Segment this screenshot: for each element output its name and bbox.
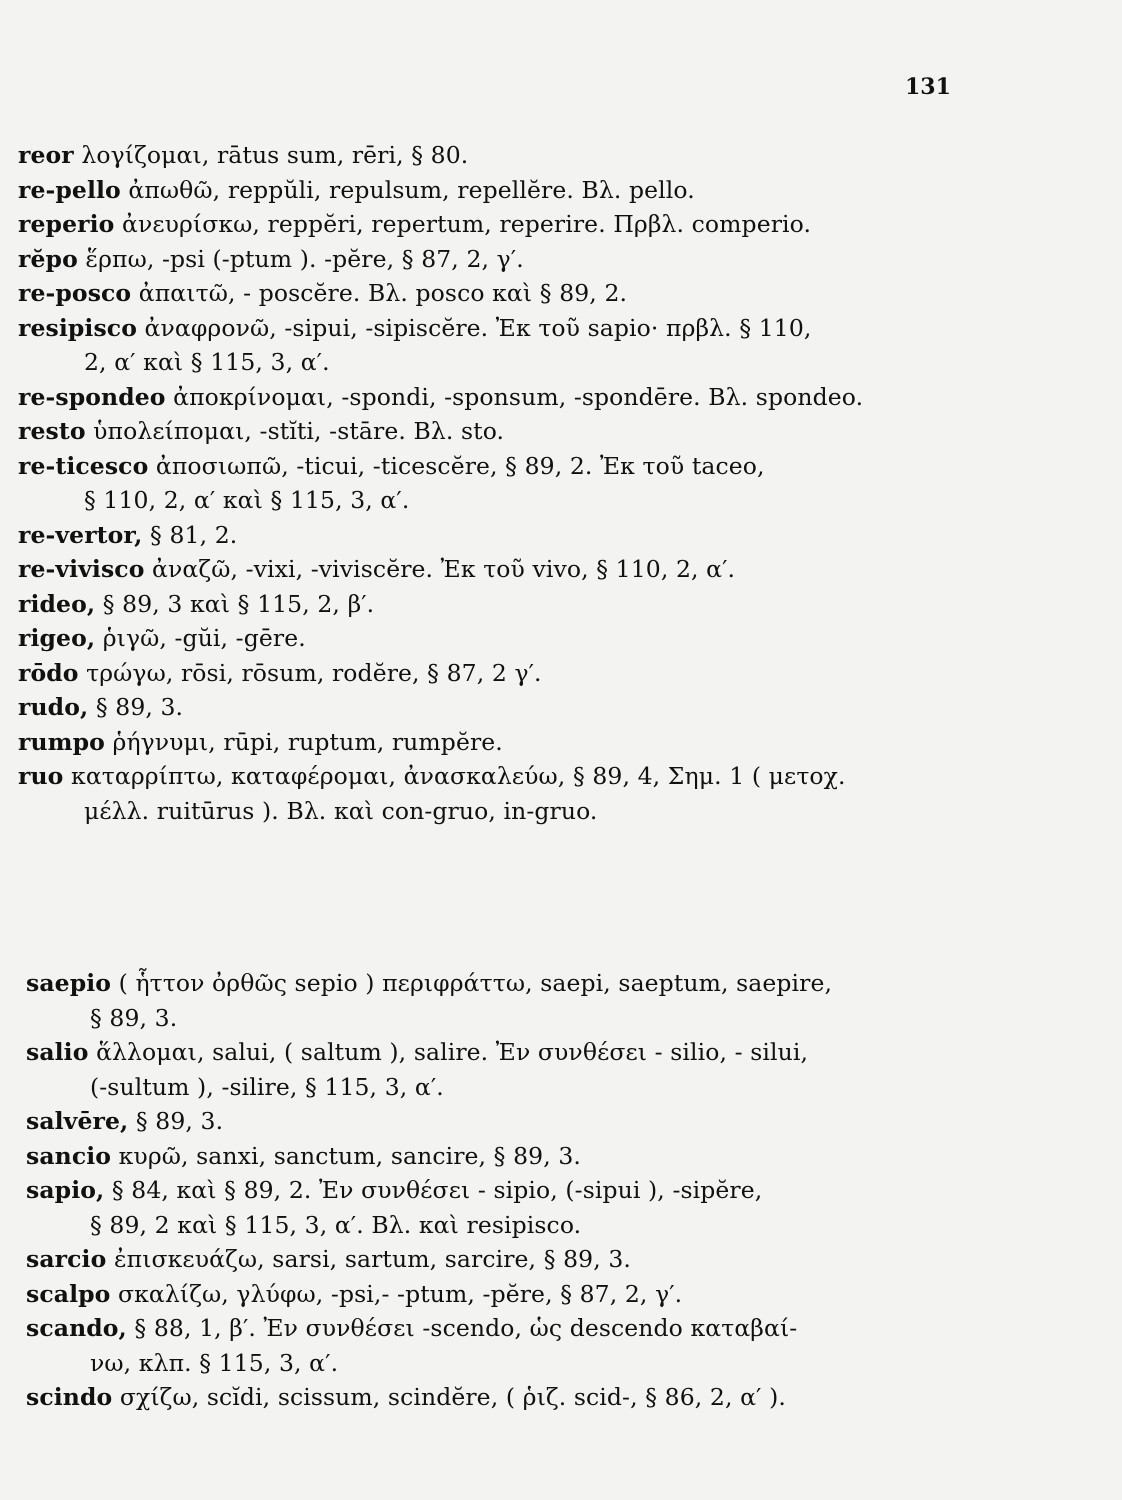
headword: rĕpo	[18, 244, 78, 273]
definition: ἅλλομαι, salui, ( saltum ), salire. Ἐν συνθέσει - silio, - silui,	[96, 1038, 809, 1066]
headword: re-vivisco	[18, 555, 145, 583]
definition: ὑπολείπομαι, -stĭti, -stāre. Βλ. sto.	[93, 417, 505, 445]
headword: saepio	[26, 969, 112, 997]
headword: sancio	[26, 1141, 112, 1170]
headword: sarcio	[26, 1245, 107, 1273]
entry	[18, 380, 1098, 415]
entry	[18, 1380, 1098, 1415]
headword: rigeo,	[18, 624, 96, 652]
definition: ἀπωθῶ, reppŭli, repulsum, repellĕre. Βλ. pello.	[128, 175, 695, 204]
headword: resipisco	[18, 313, 137, 342]
entry	[18, 656, 1098, 691]
headword: scando,	[26, 1314, 127, 1342]
entry	[18, 966, 1098, 1001]
definition: § 88, 1, β′. Ἐν συνθέσει -scendo, ὡς descendo καταβαί-	[134, 1314, 798, 1342]
entry	[18, 690, 1098, 725]
definition: σχίζω, scĭdi, scissum, scindĕre, ( ῥιζ. scid-, § 86, 2, α′ ).	[119, 1383, 786, 1411]
entry	[18, 1035, 1098, 1070]
entry	[18, 276, 1098, 311]
definition: § 84, καὶ § 89, 2. Ἐν συνθέσει - sipio, (-sipui ), -sipĕre,	[111, 1176, 763, 1204]
headword: rōdo	[18, 658, 79, 687]
definition: τρώγω, rōsi, rōsum, rodĕre, § 87, 2 γ′.	[86, 658, 542, 687]
entry	[18, 552, 1098, 587]
entries-s	[18, 966, 1098, 1415]
headword: rudo,	[18, 693, 89, 721]
definition: ἀπαιτῶ, - poscĕre. Βλ. posco καὶ § 89, 2.	[138, 279, 628, 307]
definition: καταρρίπτω, καταφέρομαι, ἀνασκαλεύω, § 89, 4, Σημ. 1 ( μετοχ.	[71, 762, 846, 790]
entry	[18, 311, 1098, 346]
entry	[18, 1173, 1098, 1208]
headword: re-pello	[18, 175, 121, 204]
entry-continuation: § 89, 2 καὶ § 115, 3, α′. Βλ. καὶ resipisco.	[90, 1210, 582, 1239]
definition: § 81, 2.	[150, 520, 238, 549]
definition: § 89, 3.	[95, 693, 184, 721]
headword: re-ticesco	[18, 451, 149, 480]
entry	[18, 242, 1098, 277]
definition: ἕρπω, -psi (-ptum ). -pĕre, § 87, 2, γ′.	[85, 244, 524, 273]
definition: σκαλίζω, γλύφω, -psi,- -ptum, -pĕre, § 87, 2, γ′.	[117, 1279, 683, 1308]
headword: rideo,	[18, 589, 96, 618]
headword: re-vertor,	[18, 520, 143, 549]
page-number: 131	[905, 74, 951, 100]
definition: ἀποκρίνομαι, -spondi, -sponsum, -spondēre. Βλ. spondeo.	[173, 382, 864, 411]
entry-continuation: § 110, 2, α′ καὶ § 115, 3, α′.	[84, 486, 410, 514]
definition: ἐπισκευάζω, sarsi, sartum, sarcire, § 89, 3.	[113, 1245, 631, 1273]
entry-continuation: νω, κλπ. § 115, 3, α′.	[90, 1348, 339, 1377]
definition: § 89, 3.	[135, 1107, 224, 1135]
definition: ῥιγῶ, -gŭi, -gēre.	[102, 624, 306, 652]
headword: ruo	[18, 762, 64, 790]
entry	[18, 725, 1098, 760]
headword: reor	[18, 141, 74, 169]
entry	[18, 621, 1098, 656]
entry	[18, 414, 1098, 449]
definition: κυρῶ, sanxi, sanctum, sancire, § 89, 3.	[118, 1141, 581, 1170]
entry	[18, 138, 1098, 173]
definition: ἀναφρονῶ, -sipui, -sipiscĕre. Ἐκ τοῦ sapio· πρβλ. § 110,	[144, 313, 812, 342]
entry	[18, 207, 1098, 242]
entry	[18, 518, 1098, 553]
entry	[18, 173, 1098, 208]
entry	[18, 1104, 1098, 1139]
entries-r	[18, 138, 1098, 828]
entry	[18, 1242, 1098, 1277]
definition: ἀνευρίσκω, reppĕri, repertum, reperire. Πρβλ. comperio.	[121, 210, 812, 238]
entry	[18, 587, 1098, 622]
entry	[18, 1277, 1098, 1312]
headword: rumpo	[18, 727, 105, 756]
headword: salvēre,	[26, 1107, 129, 1135]
entry-continuation: § 89, 3.	[90, 1003, 178, 1032]
entry-continuation: (-sultum ), -silire, § 115, 3, α′.	[90, 1072, 444, 1101]
definition: ῥήγνυμι, rūpi, ruptum, rumpĕre.	[112, 727, 503, 756]
headword: sapio,	[26, 1176, 105, 1204]
entry	[18, 759, 1098, 794]
headword: re-spondeo	[18, 382, 166, 411]
definition: ἀναζῶ, -vixi, -viviscĕre. Ἐκ τοῦ vivo, § 110, 2, α′.	[152, 555, 736, 583]
headword: scindo	[26, 1383, 113, 1411]
headword: reperio	[18, 210, 115, 238]
definition: ( ἧττον ὀρθῶς sepio ) περιφράττω, saepi, saeptum, saepire,	[118, 969, 833, 997]
headword: resto	[18, 417, 86, 445]
entry-continuation: μέλλ. ruitūrus ). Βλ. καὶ con-gruo, in-gruo.	[84, 796, 598, 825]
entry	[18, 449, 1098, 484]
entry-continuation: 2, α′ καὶ § 115, 3, α′.	[84, 348, 330, 376]
definition: λογίζομαι, rātus sum, rēri, § 80.	[81, 141, 469, 169]
definition: § 89, 3 καὶ § 115, 2, β′.	[102, 589, 375, 618]
headword: scalpo	[26, 1279, 111, 1308]
entry	[18, 1311, 1098, 1346]
headword: re-posco	[18, 279, 132, 307]
definition: ἀποσιωπῶ, -ticui, -ticescĕre, § 89, 2. Ἐκ τοῦ taceo,	[155, 451, 765, 480]
headword: salio	[26, 1038, 89, 1066]
entry	[18, 1139, 1098, 1174]
